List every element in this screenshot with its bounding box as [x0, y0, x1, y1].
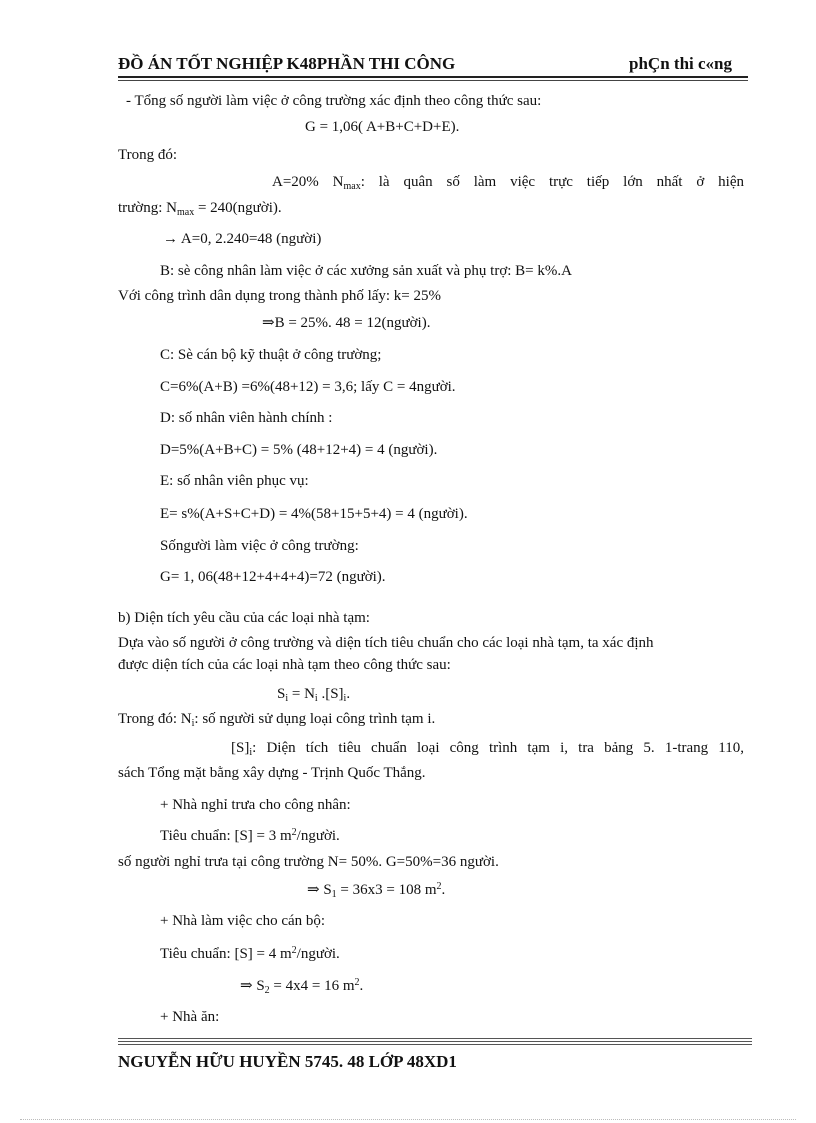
text-line: Trong đó:: [118, 147, 178, 163]
text-line: số người nghỉ trưa tại công trường N= 50%. G=50%=36 người.: [118, 854, 499, 870]
text-fragment: = 4x4 = 16 m: [269, 978, 355, 994]
header-rule-thin: [118, 80, 748, 81]
superscript: 2: [436, 881, 442, 892]
text-fragment: = 240(người).: [194, 200, 282, 216]
header-section: phÇn thi c«ng: [629, 54, 732, 73]
text-fragment: .: [441, 882, 446, 898]
text-line: Sốngười làm việc ở công trường:: [160, 538, 359, 554]
superscript: 2: [291, 827, 297, 838]
text-line: Dựa vào số người ở công trường và diện tích tiêu chuẩn cho các loại nhà tạm, ta xác định: [118, 635, 654, 651]
page-edge-divider: [20, 1119, 796, 1120]
subscript: i: [285, 693, 289, 704]
footer-rule: [118, 1041, 752, 1042]
text-fragment: Tiêu chuẩn: [S] = 4 m: [160, 946, 292, 962]
formula-line: [277, 685, 350, 703]
text-fragment: Trong đó: N: [118, 711, 192, 727]
text-line: [272, 173, 744, 191]
text-line: [160, 827, 340, 845]
text-line: C: Sè cán bộ kỹ thuật ở công trường;: [160, 347, 382, 363]
text-fragment: = 36x3 = 108 m: [336, 882, 437, 898]
text-fragment: .: [359, 978, 364, 994]
text-line: [231, 739, 744, 757]
text-line: [160, 945, 340, 963]
subscript: i: [314, 693, 318, 704]
page-footer: NGUYỄN HỮU HUYỀN 5745. 48 LỚP 48XD1: [118, 1052, 457, 1071]
text-fragment: : là quân số làm việc trực tiếp lớn nhất ở hiện: [360, 174, 744, 190]
footer-rule: [118, 1038, 752, 1039]
text-fragment: .: [346, 686, 351, 702]
subscript: max: [176, 207, 195, 218]
subscript: i: [191, 718, 195, 729]
text-line: [118, 199, 282, 217]
text-line: D: số nhân viên hành chính :: [160, 410, 333, 426]
formula-line: [307, 881, 445, 899]
superscript: 2: [354, 977, 360, 988]
text-line: → A=0, 2.240=48 (người): [163, 231, 322, 247]
text-line: B: sè công nhân làm việc ở các xưởng sản xuất và phụ trợ: B= k%.A: [160, 263, 572, 279]
footer-rule: [118, 1044, 752, 1045]
text-line: + Nhà ăn:: [160, 1009, 220, 1025]
header-rule: [118, 76, 748, 78]
text-fragment: trường: N: [118, 200, 177, 216]
formula-line: G= 1, 06(48+12+4+4+4)=72 (người).: [160, 569, 386, 585]
subscript: max: [343, 181, 361, 192]
section-heading: b) Diện tích yêu cầu của các loại nhà tạm:: [118, 610, 370, 626]
text-line: - Tổng số người làm việc ở công trường xác định theo công thức sau:: [126, 93, 542, 109]
text-fragment: [S]: [231, 740, 250, 756]
subscript: i: [343, 693, 347, 704]
formula-line: G = 1,06( A+B+C+D+E).: [305, 119, 460, 135]
formula-line: E= s%(A+S+C+D) = 4%(58+15+5+4) = 4 (người).: [160, 506, 468, 522]
text-fragment: A=20% N: [272, 174, 344, 190]
subscript: 1: [331, 889, 337, 900]
text-fragment: = N: [288, 686, 315, 702]
text-line: được diện tích của các loại nhà tạm theo công thức sau:: [118, 657, 451, 673]
formula-line: [240, 977, 363, 995]
text-fragment: ⇒ S: [307, 882, 332, 898]
formula-line: ⇒B = 25%. 48 = 12(người).: [262, 315, 431, 331]
text-line: sách Tổng mặt bằng xây dựng - Trịnh Quốc Thắng.: [118, 765, 426, 781]
formula-line: C=6%(A+B) =6%(48+12) = 3,6; lấy C = 4người.: [160, 379, 456, 395]
text-line: Với công trình dân dụng trong thành phố lấy: k= 25%: [118, 288, 442, 304]
text-fragment: S: [277, 686, 286, 702]
text-fragment: : Diện tích tiêu chuẩn loại công trình tạm i, tra bảng 5. 1-trang 110,: [252, 740, 744, 756]
text-fragment: /người.: [296, 828, 340, 844]
superscript: 2: [291, 945, 297, 956]
text-line: E: số nhân viên phục vụ:: [160, 473, 309, 489]
text-fragment: : số người sử dụng loại công trình tạm i.: [194, 711, 436, 727]
text-fragment: Tiêu chuẩn: [S] = 3 m: [160, 828, 292, 844]
text-fragment: ⇒ S: [240, 978, 265, 994]
formula-line: D=5%(A+B+C) = 5% (48+12+4) = 4 (người).: [160, 442, 438, 458]
header-title: ĐỒ ÁN TỐT NGHIỆP K48PHẦN THI CÔNG: [118, 54, 456, 73]
text-line: + Nhà nghỉ trưa cho công nhân:: [160, 797, 351, 813]
text-fragment: .[S]: [317, 686, 344, 702]
text-line: [118, 710, 435, 728]
subscript: i: [249, 747, 253, 758]
subscript: 2: [264, 985, 270, 996]
text-line: + Nhà làm việc cho cán bộ:: [160, 913, 326, 929]
text-fragment: /người.: [296, 946, 340, 962]
